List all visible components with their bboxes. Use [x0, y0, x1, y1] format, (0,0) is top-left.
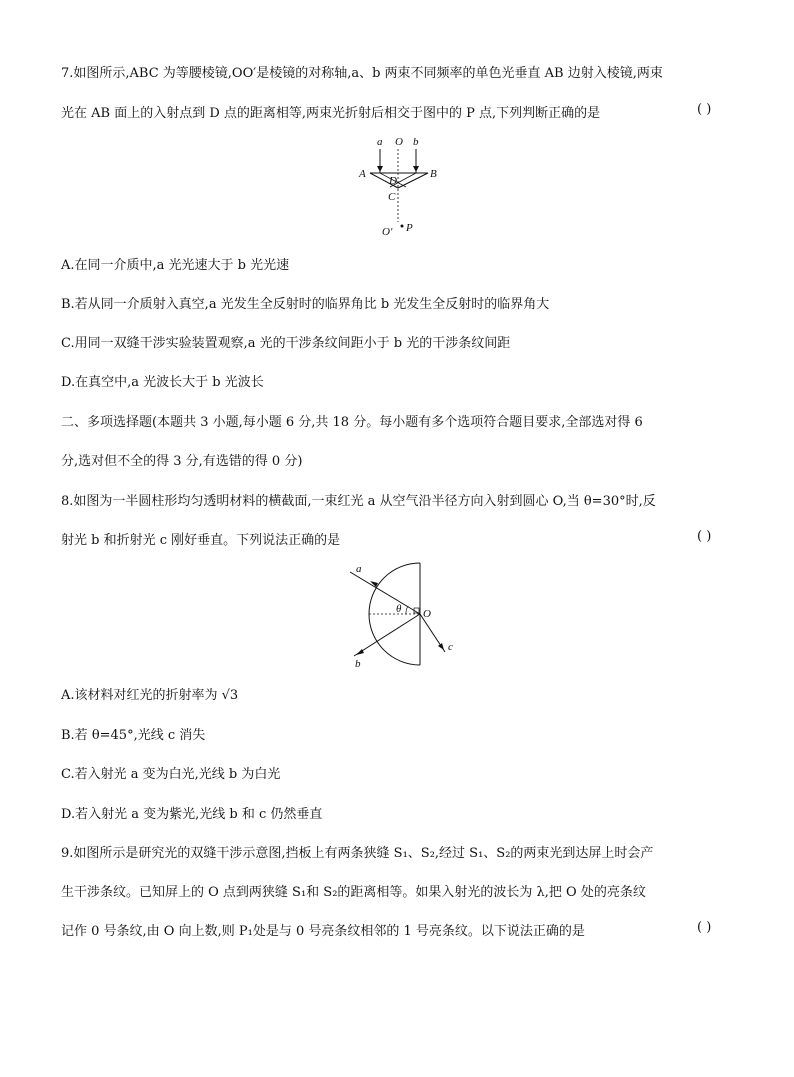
section2-heading-line1: 二、多项选择题(本题共 3 小题,每小题 6 分,共 18 分。每小题有多个选项符合题目要求,全部选对得 6: [61, 415, 643, 430]
q8-option-a: A.该材料对红光的折射率为 √3: [61, 688, 239, 703]
q8-theta-arc: [406, 606, 408, 614]
q8-arrow-c: [438, 643, 444, 650]
q7-prism-figure: [340, 130, 460, 245]
q7-option-b: B.若从同一介质射入真空,a 光发生全反射时的临界角比 b 光发生全反射时的临界角大: [61, 297, 550, 312]
q7-label-a: a: [377, 136, 383, 148]
q8-ray-b: [354, 614, 420, 656]
q7-point-p: [401, 225, 404, 228]
q9-stem-line1: 9.如图所示是研究光的双缝干涉示意图,挡板上有两条狭缝 S₁、S₂,经过 S₁、S₂的两束光到达屏上时会产: [61, 846, 654, 861]
q8-ray-a: [350, 572, 420, 614]
q8-semicylinder-figure: [340, 560, 470, 670]
q7-stem-line1: 7.如图所示,ABC 为等腰棱镜,OO′是棱镜的对称轴,a、b 两束不同频率的单色光垂直 AB 边射入棱镜,两束: [61, 66, 663, 81]
q9-answer-bracket: ( ): [697, 920, 712, 935]
q8-label-o: O: [423, 608, 431, 620]
q7-option-d: D.在真空中,a 光波长大于 b 光波长: [61, 375, 264, 390]
q9-stem-line3: 记作 0 号条纹,由 O 向上数,则 P₁处是与 0 号亮条纹相邻的 1 号亮条纹。以下说法正确的是: [61, 924, 585, 939]
q7-option-a: A.在同一介质中,a 光光速大于 b 光光速: [61, 258, 290, 273]
q7-stem-line2: 光在 AB 面上的入射点到 D 点的距离相等,两束光折射后相交于图中的 P 点,下列判断正确的是: [61, 106, 601, 121]
q8-label-theta: θ: [396, 603, 402, 615]
q7-arrow-b: [413, 166, 419, 172]
q7-arrow-a: [377, 166, 383, 172]
q8-label-b: b: [355, 658, 361, 670]
q8-stem-line1: 8.如图为一半圆柱形均匀透明材料的横截面,一束红光 a 从空气沿半径方向入射到圆心 O,当 θ=30°时,反: [61, 494, 656, 509]
q7-label-p: P: [406, 222, 413, 234]
q7-label-o-prime: O′: [382, 226, 393, 238]
q8-option-d: D.若入射光 a 变为紫光,光线 b 和 c 仍然垂直: [61, 807, 323, 822]
q8-answer-bracket: ( ): [697, 529, 712, 544]
q7-option-c: C.用同一双缝干涉实验装置观察,a 光的干涉条纹间距小于 b 光的干涉条纹间距: [61, 336, 511, 351]
q8-option-b: B.若 θ=45°,光线 c 消失: [61, 728, 206, 743]
q7-label-a-vertex: A: [359, 168, 366, 180]
q8-label-a: a: [356, 563, 362, 575]
q7-answer-bracket: ( ): [697, 102, 712, 117]
q8-stem-line2: 射光 b 和折射光 c 刚好垂直。下列说法正确的是: [61, 533, 341, 548]
q7-label-b-vertex: B: [430, 168, 437, 180]
q7-label-b: b: [413, 136, 419, 148]
q7-label-c: C: [388, 191, 396, 203]
q7-label-o: O: [395, 136, 403, 148]
section2-heading-line2: 分,选对但不全的得 3 分,有选错的得 0 分): [61, 454, 303, 469]
q8-option-c: C.若入射光 a 变为白光,光线 b 为白光: [61, 767, 281, 782]
q7-prism: [370, 173, 428, 188]
q7-label-d: D: [389, 175, 397, 187]
q8-label-c: c: [448, 641, 453, 653]
q9-stem-line2: 生干涉条纹。已知屏上的 O 点到两狭缝 S₁和 S₂的距离相等。如果入射光的波长为 λ,把 O 处的亮条纹: [61, 885, 646, 900]
